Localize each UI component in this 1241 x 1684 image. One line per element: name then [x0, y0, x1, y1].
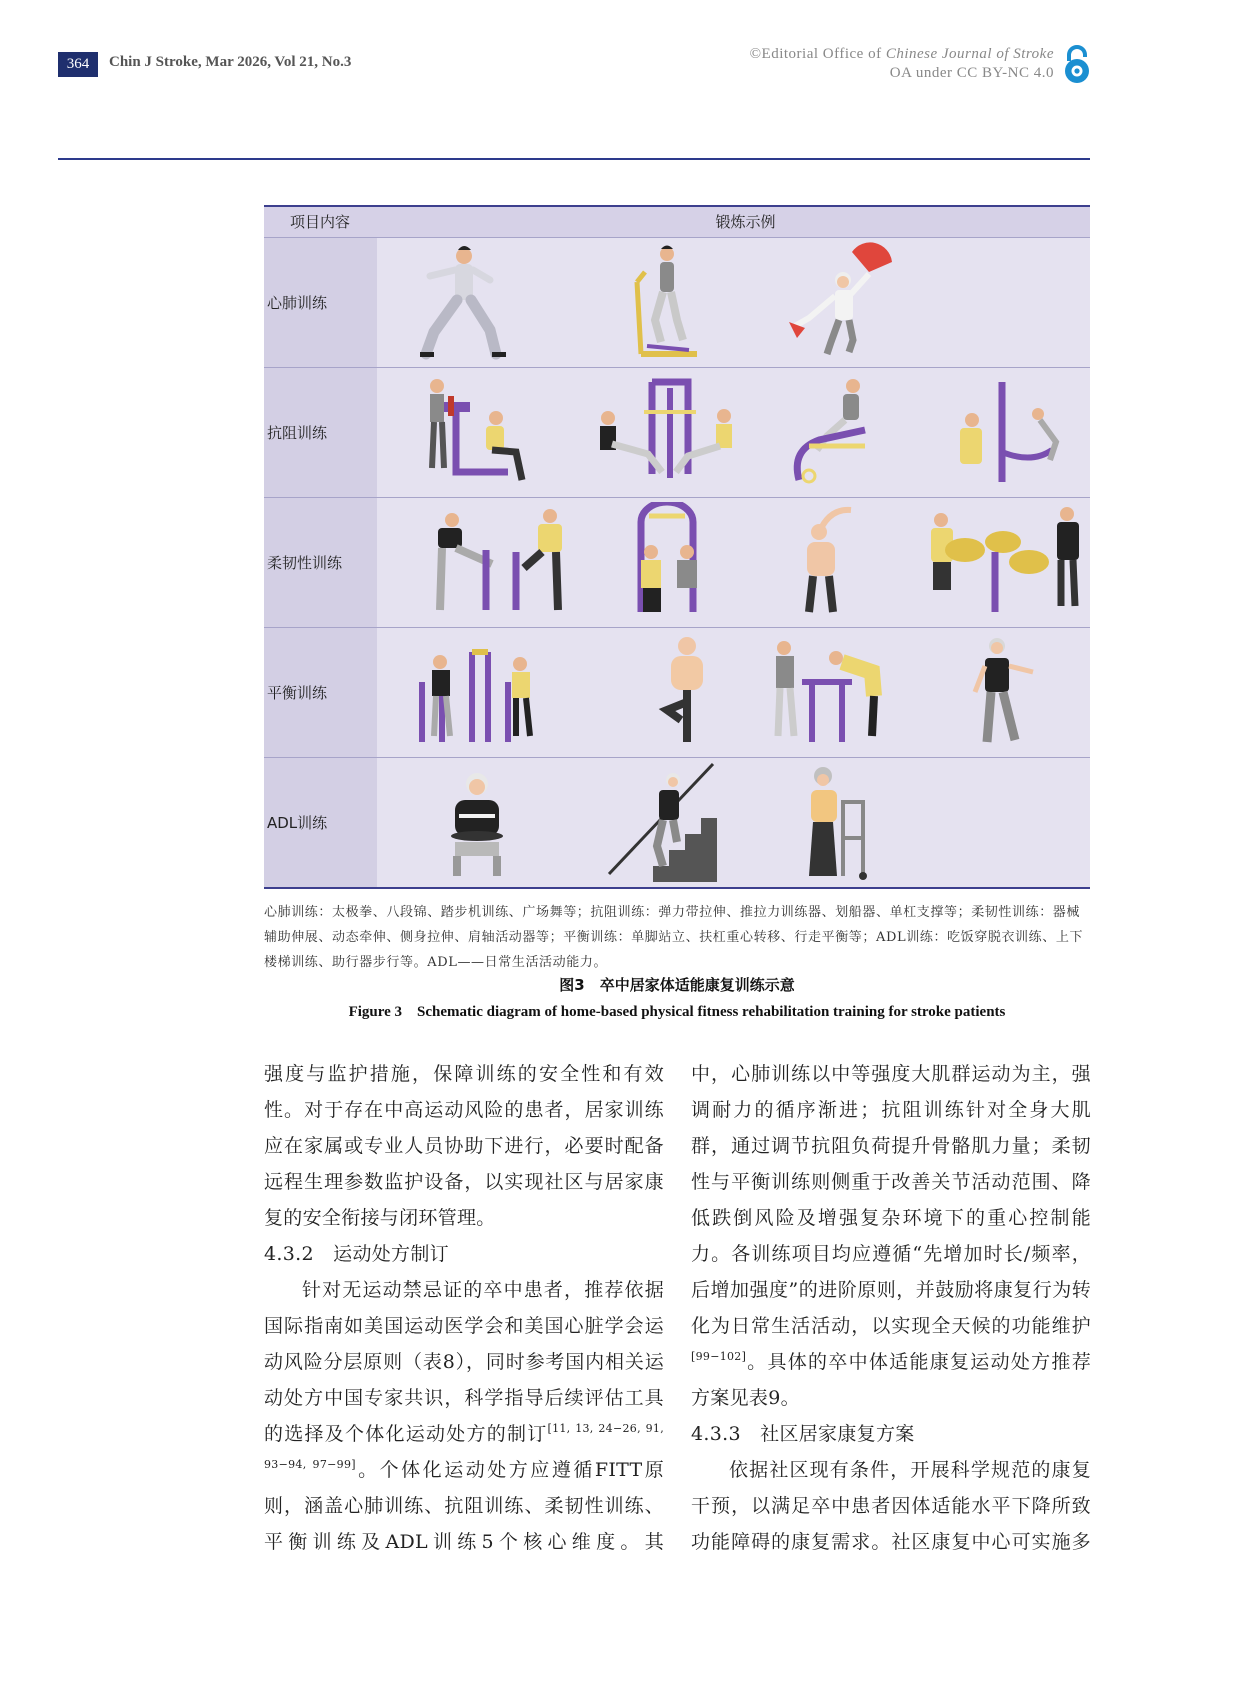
license-text: OA under CC BY-NC 4.0	[889, 65, 1054, 81]
paragraph	[264, 1272, 664, 1560]
single-leg-stand-figure	[647, 632, 727, 752]
rower-machine-figure	[592, 372, 742, 492]
row-illustrations	[377, 368, 1090, 497]
figure-caption-cn: 图3 卒中居家体适能康复训练示意	[559, 976, 795, 994]
section-heading-4-3-2: 4.3.2 运动处方制订	[264, 1243, 449, 1265]
body-column-left	[264, 1056, 664, 1560]
row-illustrations	[377, 628, 1090, 757]
paragraph: 强度与监护措施，保障训练的安全性和有效性。对于存在中高运动风险的患者，居家训练应在家属或专业人员协助下进行，必要时配备远程生理参数监护设备，以实现社区与居家康复的安全衔接与闭环管理。	[264, 1063, 664, 1229]
balance-bars-figure	[412, 632, 542, 752]
header-rule	[58, 158, 1090, 160]
figure-3-table	[264, 205, 1090, 889]
figure-row-adl	[264, 757, 1090, 889]
header-example: 锻炼示例	[715, 213, 776, 231]
row-label: 抗阻训练	[264, 368, 377, 497]
paragraph: 依据社区现有条件，开展科学规范的康复干预，以满足卒中患者因体适能水平下降所致功能障碍的康复需求。社区康复中心可实施多	[691, 1459, 1091, 1553]
row-illustrations	[377, 498, 1090, 627]
tai-chi-figure	[412, 242, 512, 362]
row-illustrations	[377, 238, 1090, 367]
section-heading-4-3-3: 4.3.3 社区居家康复方案	[691, 1423, 915, 1445]
figure-caption-en: Figure 3 Schematic diagram of home-based physical fitness rehabilitation training for stroke patients	[348, 1004, 1006, 1020]
paragraph-text: 。个体化运动处方应遵循FITT原则，涵盖心肺训练、抗阻训练、柔韧性训练、平衡训练及ADL训练5个核心维度。其	[264, 1459, 665, 1553]
fan-dance-figure	[787, 242, 897, 362]
push-pull-machine-figure	[412, 372, 542, 492]
body-column-right	[691, 1056, 1091, 1560]
walker-training-figure	[797, 762, 877, 882]
paragraph-text: 中，心肺训练以中等强度大肌群运动为主，强调耐力的循序渐进；抗阻训练针对全身大肌群，通过调节抗阻负荷提升骨骼肌力量；柔韧性与平衡训练则侧重于改善关节活动范围、降低跌倒风险及增强复杂环境下的重心控制能力。各训练项目均应遵循“先增加时长/频率，后增加强度”的进阶原则，并鼓励将康复行为转化为日常生活活动，以实现全天候的功能维护	[691, 1063, 1091, 1337]
row-label: 心肺训练	[264, 238, 377, 367]
row-label: ADL训练	[264, 758, 377, 887]
shoulder-rotator-figure	[917, 502, 1087, 622]
shoulder-wheel-figure	[627, 502, 707, 622]
row-illustrations	[377, 758, 1090, 887]
figure-row-flexibility	[264, 497, 1090, 627]
copyright-notice	[750, 45, 1054, 83]
page-number: 364	[58, 52, 98, 77]
figure-note: 心肺训练：太极拳、八段锦、踏步机训练、广场舞等；抗阻训练：弹力带拉伸、推拉力训练器、划船器、单杠支撑等；柔韧性训练：器械辅助伸展、动态牵伸、侧身拉伸、肩轴活动器等；平衡训练：单脚站立、扶杠重心转移、行走平衡等；ADL训练：吃饭穿脱衣训练、上下楼梯训练、助行器步行等。ADL——日常生活活动能力。	[264, 905, 1084, 970]
paragraph-text: 针对无运动禁忌证的卒中患者，推荐依据国际指南如美国运动医学会和美国心脏学会运动风险分层原则（表8），同时参考国内相关运动处方中国专家共识，科学指导后续评估工具的选择及个体化运动处方的制订	[264, 1279, 664, 1445]
copyright-journal: Chinese Journal of Stroke	[885, 46, 1054, 62]
row-label: 柔韧性训练	[264, 498, 377, 627]
figure-row-resistance	[264, 367, 1090, 497]
bar-weight-shift-figure	[762, 632, 892, 752]
parallel-bar-figure	[932, 372, 1072, 492]
journal-citation: Chin J Stroke, Mar 2026, Vol 21, No.3	[109, 54, 352, 70]
paragraph-text: 。具体的卒中体适能康复运动处方推荐方案见表9。	[691, 1351, 1091, 1409]
walking-balance-figure	[957, 632, 1047, 752]
rowing-seat-figure	[787, 372, 887, 492]
copyright-prefix: ©Editorial Office of	[749, 46, 882, 62]
assisted-stretch-figure	[412, 502, 582, 622]
stepper-machine-figure	[627, 242, 707, 362]
figure-row-balance	[264, 627, 1090, 757]
figure-row-cardio	[264, 237, 1090, 367]
row-label: 平衡训练	[264, 628, 377, 757]
citation-reference[interactable]: [99−102]	[691, 1350, 747, 1363]
header-item: 项目内容	[290, 213, 351, 231]
stair-climbing-figure	[607, 762, 717, 882]
open-access-lock-icon	[1060, 44, 1094, 84]
figure-header	[264, 205, 1090, 237]
citation-reference[interactable]: [11, 13, 24−26, 91, 93−94, 97−99]	[264, 1422, 664, 1471]
side-stretch-figure	[787, 502, 857, 622]
paragraph	[691, 1056, 1091, 1416]
eating-training-figure	[437, 762, 517, 882]
